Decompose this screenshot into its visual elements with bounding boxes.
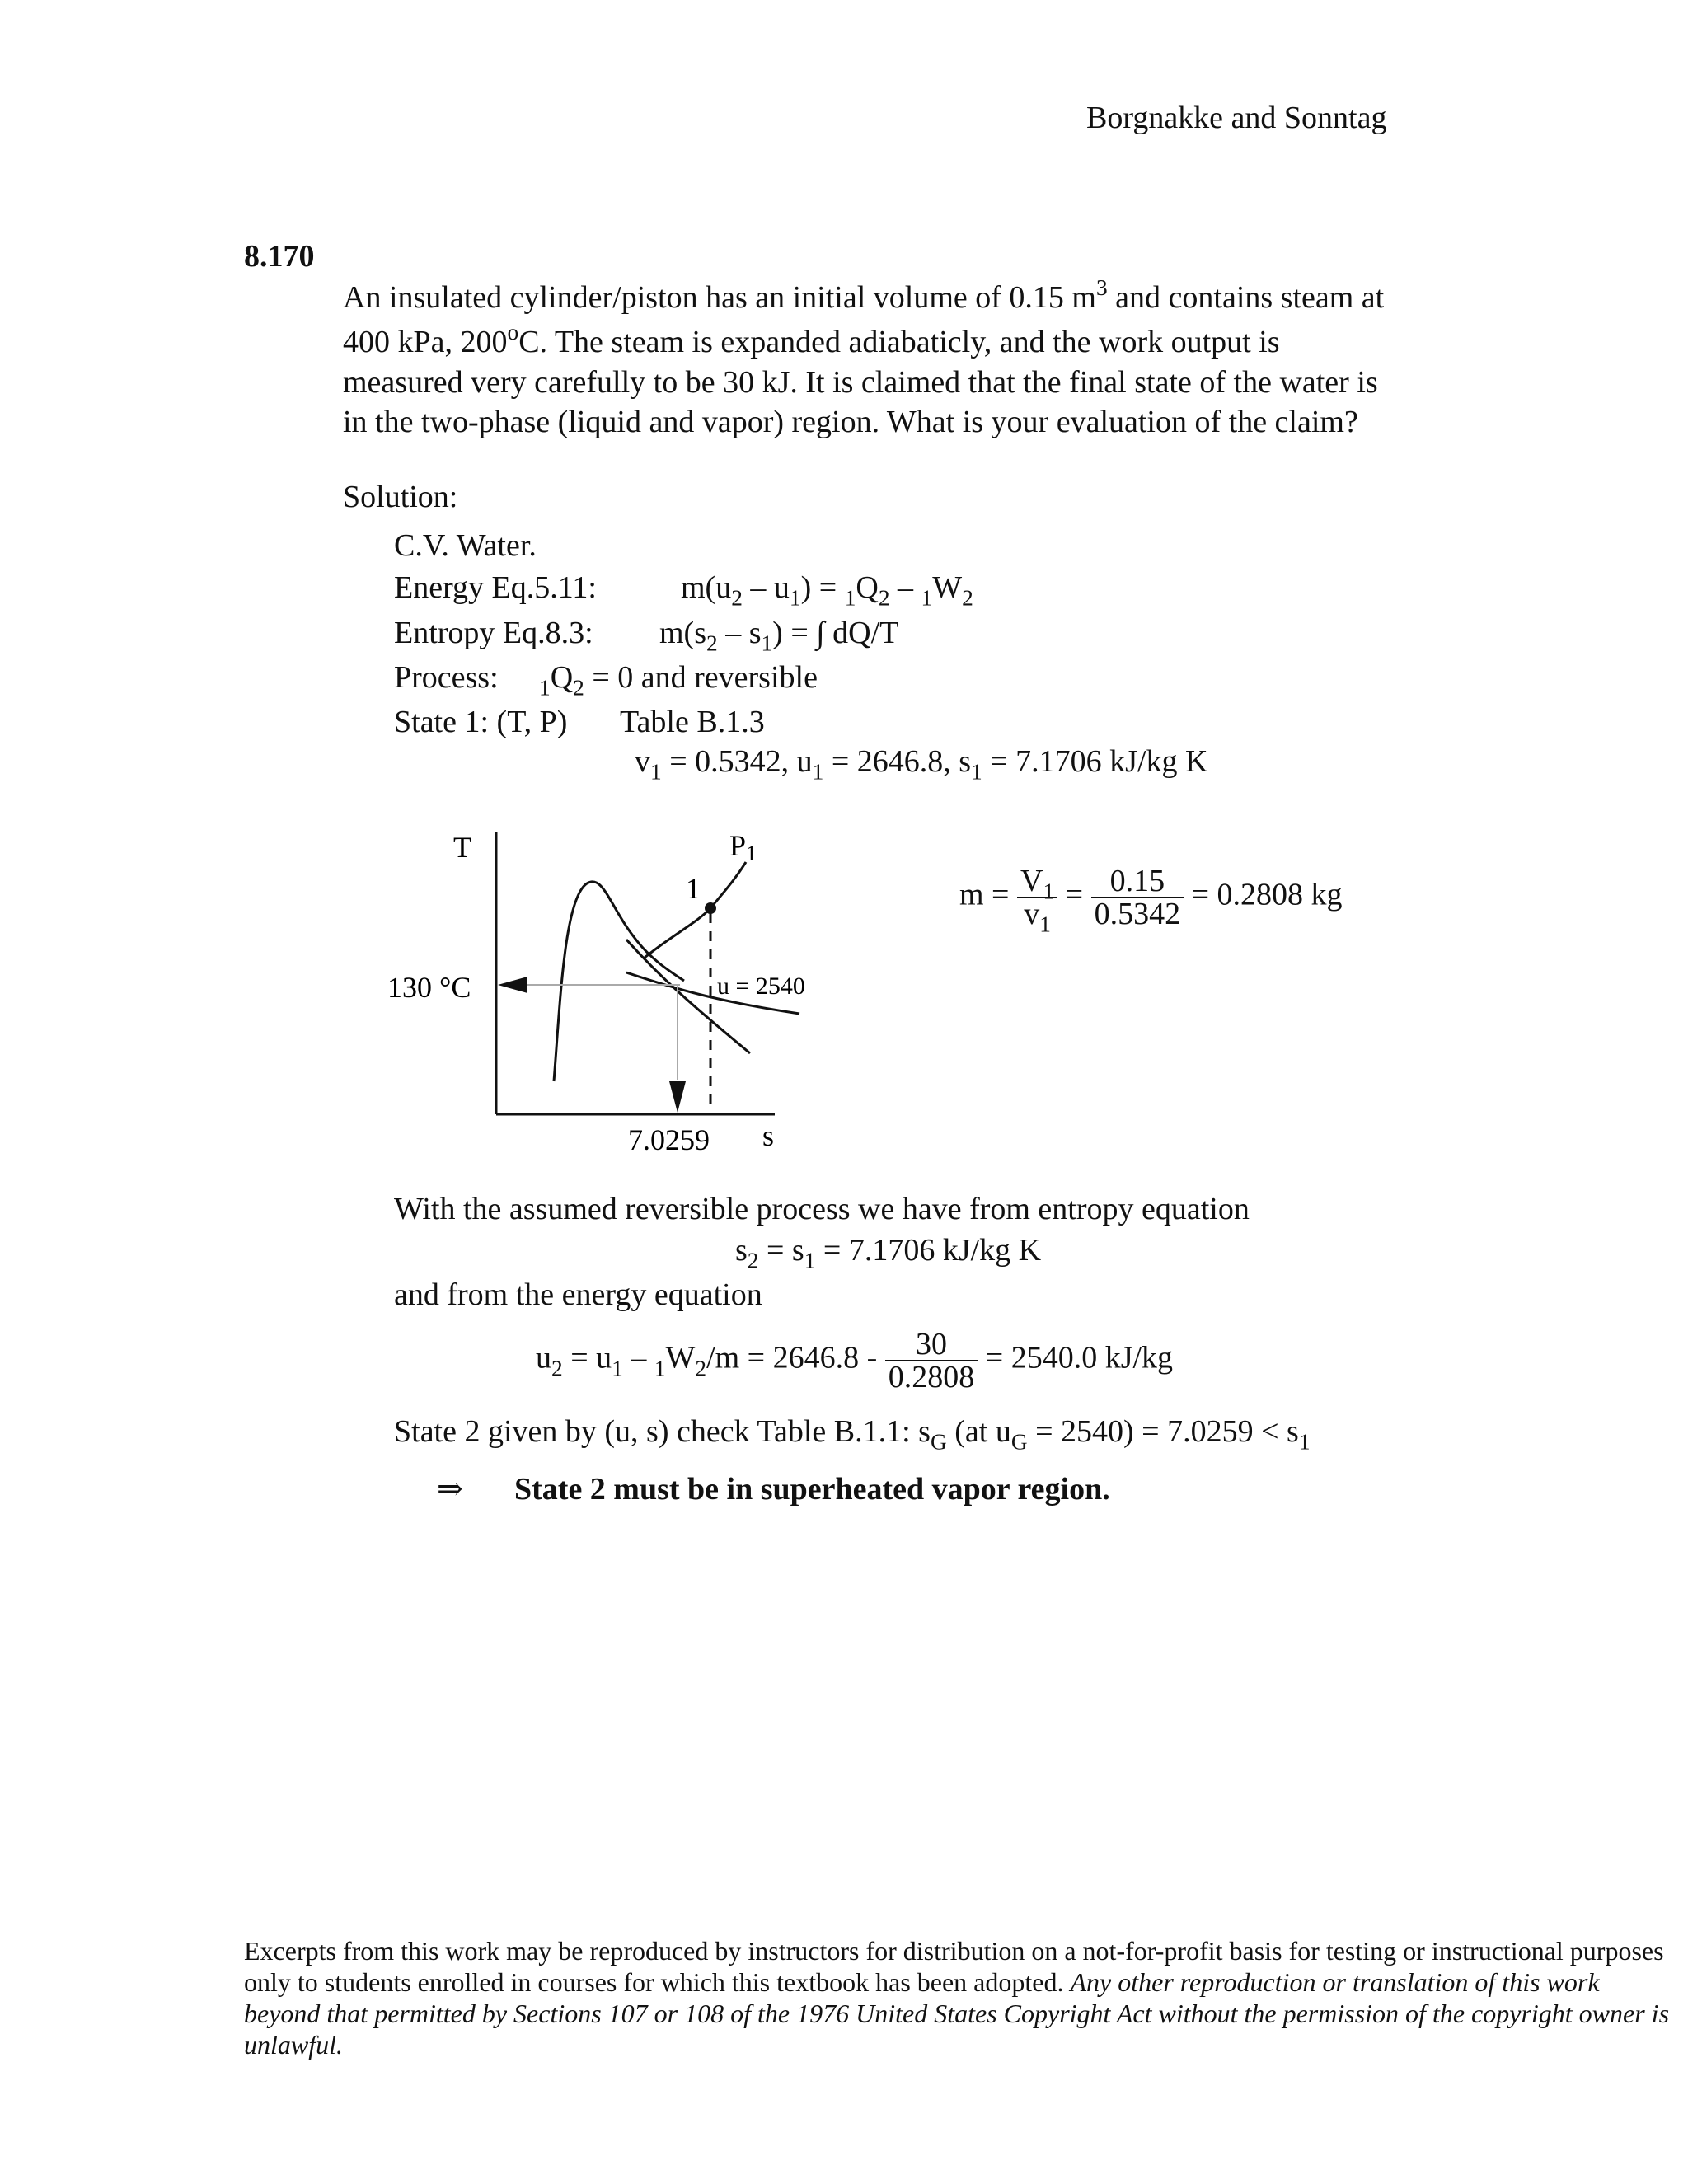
- header-author: Borgnakke and Sonntag: [1086, 101, 1387, 135]
- s2-eq: $s_2 = s_1 = 7.1706$ kJ/kg K: [735, 1233, 1042, 1273]
- implies-arrow-icon: ⇒: [437, 1472, 463, 1507]
- process-label: Process:: [394, 660, 499, 695]
- problem-line-1: An insulated cylinder/piston has an initial volume of 0.15 $m^3$ and contains steam at: [343, 274, 1385, 315]
- energy-eq-label: Energy Eq.5.11:: [394, 570, 597, 605]
- s-axis-label: s: [762, 1119, 775, 1152]
- s-value-label: 7.0259: [628, 1123, 710, 1156]
- problem-line-3: measured very carefully to be 30 kJ. It is claimed that the final state of the water is: [343, 365, 1378, 400]
- entropy-eq-label: Entropy Eq.8.3:: [394, 616, 593, 650]
- entropy-arrow-icon: [669, 1081, 686, 1113]
- state1-table: Table B.1.3: [620, 705, 765, 739]
- copyright-footer: Excerpts from this work may be reproduced by instructors for distribution on a not-for-profit basis for testing or instructional purposes only to students enrolled in courses for which this textbook has been adopted. Any other reproduction or translation of this work beyond that permitted by Sections 107 or 108 of the 1976 United States Copyright Act without the permission of the copyright owner is unlawful.: [244, 1936, 1670, 2060]
- pressure-label: P1: [729, 829, 757, 865]
- u2-frac: $\frac{30}{0.2808}$: [885, 1329, 978, 1393]
- mass-frac-2: $\frac{0.15}{0.5342}$: [1091, 865, 1184, 930]
- temperature-arrow-icon: [498, 977, 528, 993]
- state1-values: $v_1 = 0.5342$, $u_1 = 2646.8$, $s_1 = 7.1706$ kJ/kg K: [635, 744, 1208, 785]
- ts-diagram: [387, 816, 849, 1162]
- process-eq: $_1Q_2 = 0$ and reversible: [539, 660, 818, 701]
- reversible-text: With the assumed reversible process we have from entropy equation: [394, 1192, 1250, 1226]
- point-1-label: 1: [686, 872, 701, 905]
- state1-label: State 1: (T, P): [394, 705, 568, 739]
- mass-eq: m = $\frac{V_1}{v_1}$ = $\frac{0.15}{0.5342}$ = 0.2808 kg: [959, 864, 1343, 937]
- control-volume: C.V. Water.: [394, 528, 537, 563]
- energy-eq: $m(u_2 - u_1) = _1Q_2 - _1W_2$: [681, 570, 973, 611]
- energy-text: and from the energy equation: [394, 1277, 762, 1312]
- mass-frac-1: $\frac{V_1}{v_1}$: [1017, 865, 1057, 930]
- problem-line-4: in the two-phase (liquid and vapor) region. What is your evaluation of the claim?: [343, 405, 1358, 439]
- u2-eq: $u_2 = u_1 - _1W_2/m = 2646.8$ - $\frac{30}{0.2808}$ = 2540.0 kJ/kg: [536, 1327, 1174, 1394]
- solution-heading: Solution:: [343, 480, 458, 514]
- saturation-dome: [554, 882, 684, 1081]
- state-point-1: [705, 902, 716, 914]
- problem-number: 8.170: [244, 239, 315, 274]
- problem-line-2: 400 kPa, 200$^o$C. The steam is expanded adiabaticly, and the work output is: [343, 319, 1280, 359]
- state2-line: State 2 given by (u, s) check Table B.1.1: $s_G$ (at $u_G = 2540) = 7.0259 < s_1$: [394, 1414, 1311, 1455]
- u-label: u = 2540: [717, 972, 805, 1000]
- temperature-label: 130 °C: [387, 971, 471, 1004]
- entropy-eq: $m(s_2 - s_1)$ = ∫ dQ/T: [659, 616, 899, 656]
- conclusion: State 2 must be in superheated vapor region.: [514, 1472, 1110, 1507]
- t-axis-label: T: [453, 831, 471, 864]
